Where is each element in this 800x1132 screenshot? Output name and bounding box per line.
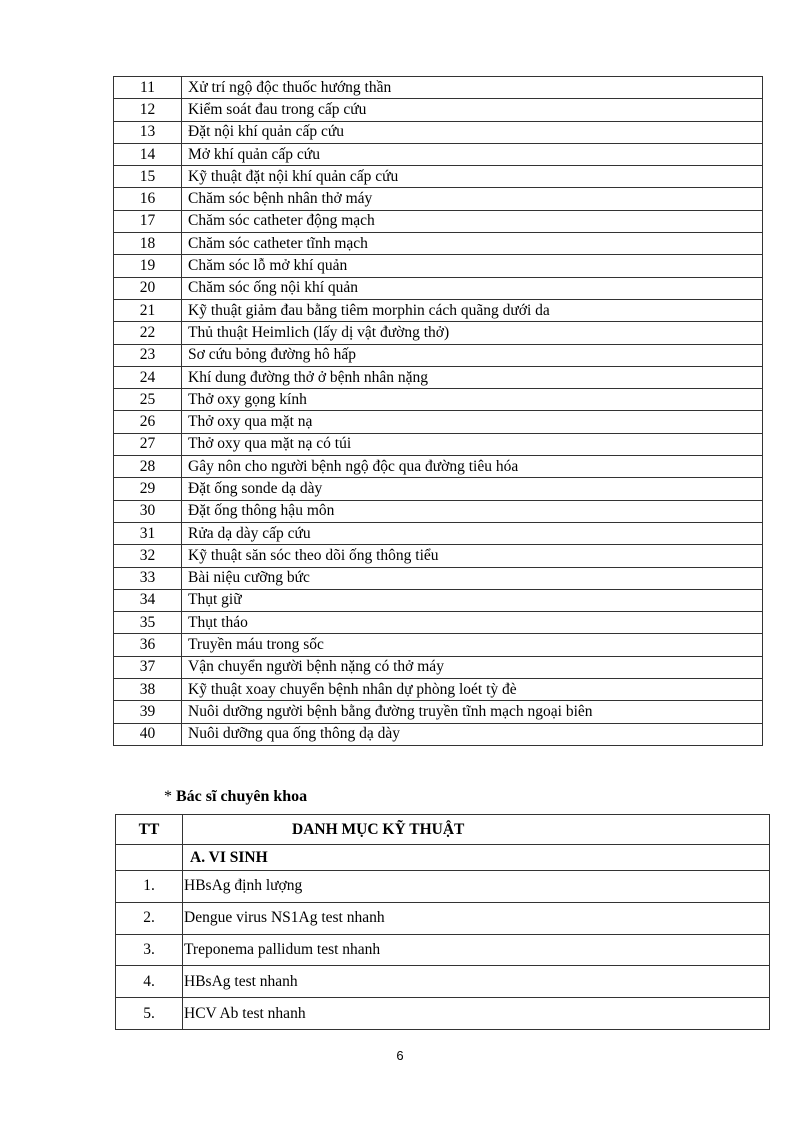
row-number: 37 (114, 656, 182, 678)
row-technique: Chăm sóc catheter động mạch (182, 210, 763, 232)
row-number: 30 (114, 500, 182, 522)
row-technique: HBsAg định lượng (183, 871, 770, 903)
row-technique: Truyền máu trong sốc (182, 634, 763, 656)
row-number: 38 (114, 679, 182, 701)
row-technique: Thụt tháo (182, 612, 763, 634)
row-technique: Đặt ống sonde dạ dày (182, 478, 763, 500)
table-row (114, 166, 763, 188)
row-number: 13 (114, 121, 182, 143)
table-row (114, 723, 763, 745)
header-title: DANH MỤC KỸ THUẬT (183, 815, 770, 845)
row-technique: Thở oxy gọng kính (182, 389, 763, 411)
row-number: 15 (114, 166, 182, 188)
table-row (116, 902, 770, 934)
row-number: 26 (114, 411, 182, 433)
row-technique: Kỹ thuật giảm đau bằng tiêm morphin cách quãng dưới da (182, 299, 763, 321)
row-number: 4. (116, 966, 183, 998)
table-row (114, 545, 763, 567)
row-number: 14 (114, 143, 182, 165)
row-number: 40 (114, 723, 182, 745)
row-number: 21 (114, 299, 182, 321)
table-row (114, 255, 763, 277)
row-number: 3. (116, 934, 183, 966)
section-tt-cell (116, 845, 183, 871)
row-technique: Xử trí ngộ độc thuốc hướng thần (182, 77, 763, 99)
row-number: 18 (114, 233, 182, 255)
table-row (114, 679, 763, 701)
specialist-technique-table (115, 814, 770, 1030)
row-number: 34 (114, 589, 182, 611)
row-number: 11 (114, 77, 182, 99)
row-number: 5. (116, 998, 183, 1030)
row-technique: Kỹ thuật xoay chuyển bệnh nhân dự phòng loét tỳ đè (182, 679, 763, 701)
table-row (114, 500, 763, 522)
row-technique: Nuôi dưỡng người bệnh bằng đường truyền tĩnh mạch ngoại biên (182, 701, 763, 723)
table-row (114, 456, 763, 478)
table-row (114, 233, 763, 255)
row-number: 19 (114, 255, 182, 277)
row-number: 25 (114, 389, 182, 411)
table-row (116, 871, 770, 903)
row-technique: Thở oxy qua mặt nạ (182, 411, 763, 433)
row-technique: Thủ thuật Heimlich (lấy dị vật đường thở) (182, 322, 763, 344)
row-number: 32 (114, 545, 182, 567)
table-row (114, 121, 763, 143)
row-technique: Khí dung đường thở ở bệnh nhân nặng (182, 366, 763, 388)
table-row (114, 389, 763, 411)
page-number: 6 (396, 1048, 404, 1063)
table-row (114, 322, 763, 344)
row-technique: Treponema pallidum test nhanh (183, 934, 770, 966)
row-technique: Kỹ thuật săn sóc theo dõi ống thông tiểu (182, 545, 763, 567)
row-number: 39 (114, 701, 182, 723)
row-technique: Kỹ thuật đặt nội khí quản cấp cứu (182, 166, 763, 188)
table-row (114, 143, 763, 165)
row-technique: Chăm sóc lỗ mở khí quản (182, 255, 763, 277)
heading-title: Bác sĩ chuyên khoa (176, 788, 308, 805)
header-tt: TT (116, 815, 183, 845)
row-number: 24 (114, 366, 182, 388)
row-number: 29 (114, 478, 182, 500)
table-row (114, 99, 763, 121)
table-row (114, 589, 763, 611)
table-row (114, 701, 763, 723)
row-technique: Bài niệu cưỡng bức (182, 567, 763, 589)
row-technique: Chăm sóc ống nội khí quản (182, 277, 763, 299)
table-row (114, 411, 763, 433)
table-row (114, 634, 763, 656)
table-row (114, 522, 763, 544)
row-technique: HBsAg test nhanh (183, 966, 770, 998)
row-technique: Nuôi dưỡng qua ống thông dạ dày (182, 723, 763, 745)
row-technique: Thụt giữ (182, 589, 763, 611)
technique-table-continued (113, 76, 763, 746)
row-technique: Mở khí quản cấp cứu (182, 143, 763, 165)
table-row (116, 934, 770, 966)
row-number: 16 (114, 188, 182, 210)
table-row (114, 344, 763, 366)
row-number: 35 (114, 612, 182, 634)
heading-star: * (164, 788, 176, 805)
row-number: 23 (114, 344, 182, 366)
row-technique: Thở oxy qua mặt nạ có túi (182, 433, 763, 455)
row-number: 17 (114, 210, 182, 232)
section-heading (164, 788, 307, 806)
row-technique: Chăm sóc catheter tĩnh mạch (182, 233, 763, 255)
table-row (116, 998, 770, 1030)
table-row (114, 433, 763, 455)
row-number: 12 (114, 99, 182, 121)
table-row (114, 188, 763, 210)
table-row (116, 966, 770, 998)
row-technique: Chăm sóc bệnh nhân thở máy (182, 188, 763, 210)
table-row (114, 277, 763, 299)
row-technique: Đặt nội khí quản cấp cứu (182, 121, 763, 143)
section-row (116, 845, 770, 871)
row-technique: Rửa dạ dày cấp cứu (182, 522, 763, 544)
row-technique: Vận chuyển người bệnh nặng có thở máy (182, 656, 763, 678)
table-row (114, 210, 763, 232)
table-row (114, 366, 763, 388)
row-number: 28 (114, 456, 182, 478)
table-header-row (116, 815, 770, 845)
row-number: 22 (114, 322, 182, 344)
section-title: A. VI SINH (183, 845, 770, 871)
table-row (114, 567, 763, 589)
row-number: 27 (114, 433, 182, 455)
row-number: 36 (114, 634, 182, 656)
row-technique: Sơ cứu bỏng đường hô hấp (182, 344, 763, 366)
row-number: 1. (116, 871, 183, 903)
row-technique: Đặt ống thông hậu môn (182, 500, 763, 522)
row-technique: Gây nôn cho người bệnh ngộ độc qua đường tiêu hóa (182, 456, 763, 478)
row-technique: HCV Ab test nhanh (183, 998, 770, 1030)
row-technique: Dengue virus NS1Ag test nhanh (183, 902, 770, 934)
table-row (114, 77, 763, 99)
row-technique: Kiểm soát đau trong cấp cứu (182, 99, 763, 121)
row-number: 33 (114, 567, 182, 589)
table-row (114, 612, 763, 634)
table-row (114, 299, 763, 321)
row-number: 31 (114, 522, 182, 544)
row-number: 2. (116, 902, 183, 934)
row-number: 20 (114, 277, 182, 299)
table-row (114, 656, 763, 678)
table-row (114, 478, 763, 500)
